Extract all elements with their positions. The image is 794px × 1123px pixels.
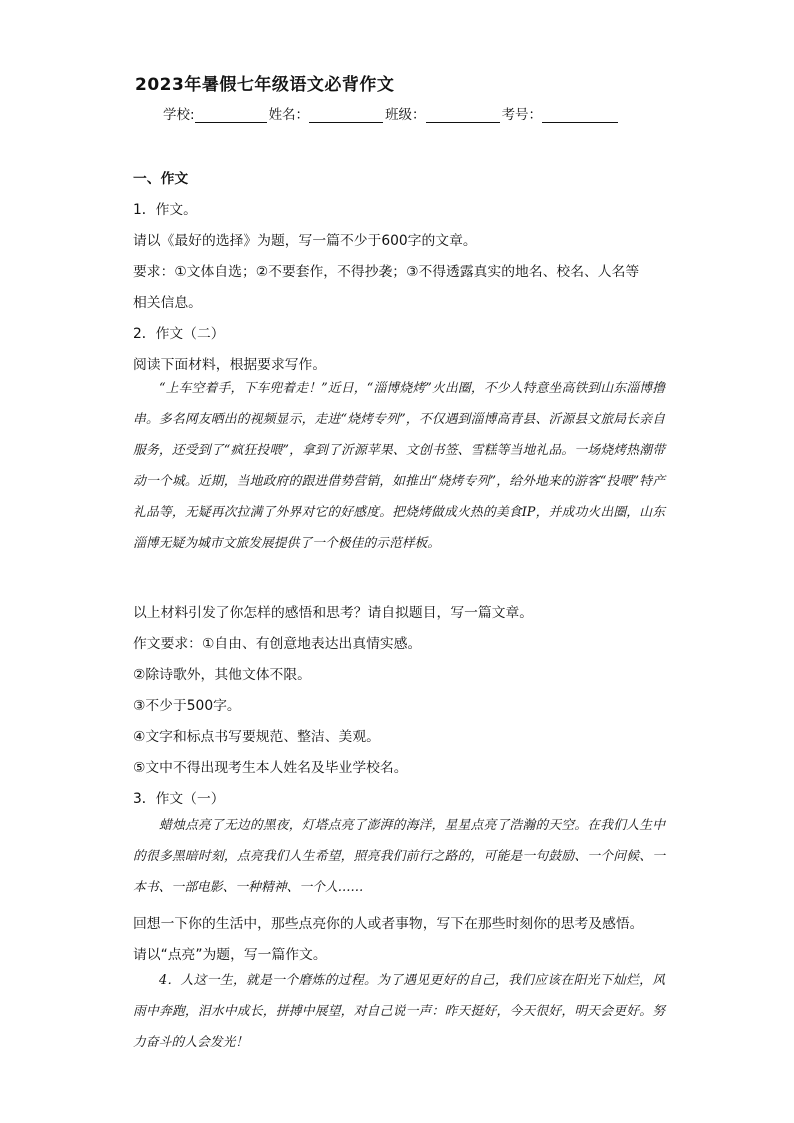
q2-question: 以上材料引发了你怎样的感悟和思考？请自拟题目，写一篇文章。 bbox=[133, 605, 534, 621]
q4-paragraph: 4．人这一生，就是一个磨炼的过程。为了遇见更好的自己，我们应该在阳光下灿烂，风雨中奔跑，泪水中成长，拼搏中展望，对自己说一声：昨天挺好，今天很好，明天会更好。努力奋斗的人会发光！ bbox=[133, 973, 665, 1050]
q2-requirement-5: ⑤文中不得出现考生本人姓名及毕业学校名。 bbox=[133, 760, 408, 776]
q3-material-paragraph: 蜡烛点亮了无边的黑夜，灯塔点亮了澎湃的海洋，星星点亮了浩瀚的天空。在我们人生中的很多黑暗时刻，点亮我们人生希望，照亮我们前行之路的，可能是一句鼓励、一个问候、一本书、一部电影、一种精神、一个人…… bbox=[133, 818, 665, 895]
q2-intro: 阅读下面材料，根据要求写作。 bbox=[133, 357, 327, 373]
class-blank[interactable] bbox=[426, 108, 500, 123]
name-blank[interactable] bbox=[309, 108, 383, 123]
q1-heading: 1．作文。 bbox=[133, 202, 197, 218]
q3-heading: 3．作文（一） bbox=[133, 791, 225, 807]
q1-prompt: 请以《最好的选择》为题，写一篇不少于600字的文章。 bbox=[133, 233, 477, 249]
school-blank[interactable] bbox=[195, 108, 267, 123]
exam-number-label: 考号： bbox=[501, 107, 543, 123]
school-label: 学校: bbox=[163, 107, 195, 123]
q2-requirement-2: ②除诗歌外，其他文体不限。 bbox=[133, 667, 311, 683]
q2-heading: 2．作文（二） bbox=[133, 326, 225, 342]
q3-prompt-1: 回想一下你的生活中，那些点亮你的人或者事物，写下在那些时刻你的思考及感悟。 bbox=[133, 916, 644, 932]
exam-number-blank[interactable] bbox=[542, 108, 618, 123]
q2-material-paragraph: “上车空着手，下车兜着走！”近日，“淄博烧烤”火出圈，不少人特意坐高铁到山东淄博撸串。多名网友晒出的视频显示，走进“烧烤专列”，不仅遇到淄博高青县、沂源县文旅局长亲自服务，还受到了“疯狂投喂”，拿到了沂源苹果、文创书签、雪糕等当地礼品。一场烧烤热潮带动一个城。近期，当地政府的跟进借势营销，如推出“烧烤专列”，给外地来的游客“投喂”特产礼品等，无疑再次拉满了外界对它的好感度。把烧烤做成火热的美食IP，并成功火出圈，山东淄博无疑为城市文旅发展提供了一个极佳的示范样板。 bbox=[133, 381, 665, 551]
q1-requirement-line1: 要求：①文体自选；②不要套作，不得抄袭；③不得透露真实的地名、校名、人名等 bbox=[133, 264, 640, 280]
q2-requirement-4: ④文字和标点书写要规范、整洁、美观。 bbox=[133, 729, 380, 745]
q1-requirement-line2: 相关信息。 bbox=[133, 295, 202, 311]
q3-prompt-2: 请以“点亮”为题，写一篇作文。 bbox=[133, 947, 327, 963]
section-heading: 一、作文 bbox=[133, 171, 189, 187]
student-info-line bbox=[163, 103, 620, 123]
document-title: 2023年暑假七年级语文必背作文 bbox=[135, 75, 395, 95]
name-label: 姓名： bbox=[268, 107, 310, 123]
q2-requirement-1: 作文要求：①自由、有创意地表达出真情实感。 bbox=[133, 636, 422, 652]
class-label: 班级： bbox=[385, 107, 426, 123]
q2-requirement-3: ③不少于500字。 bbox=[133, 698, 241, 714]
